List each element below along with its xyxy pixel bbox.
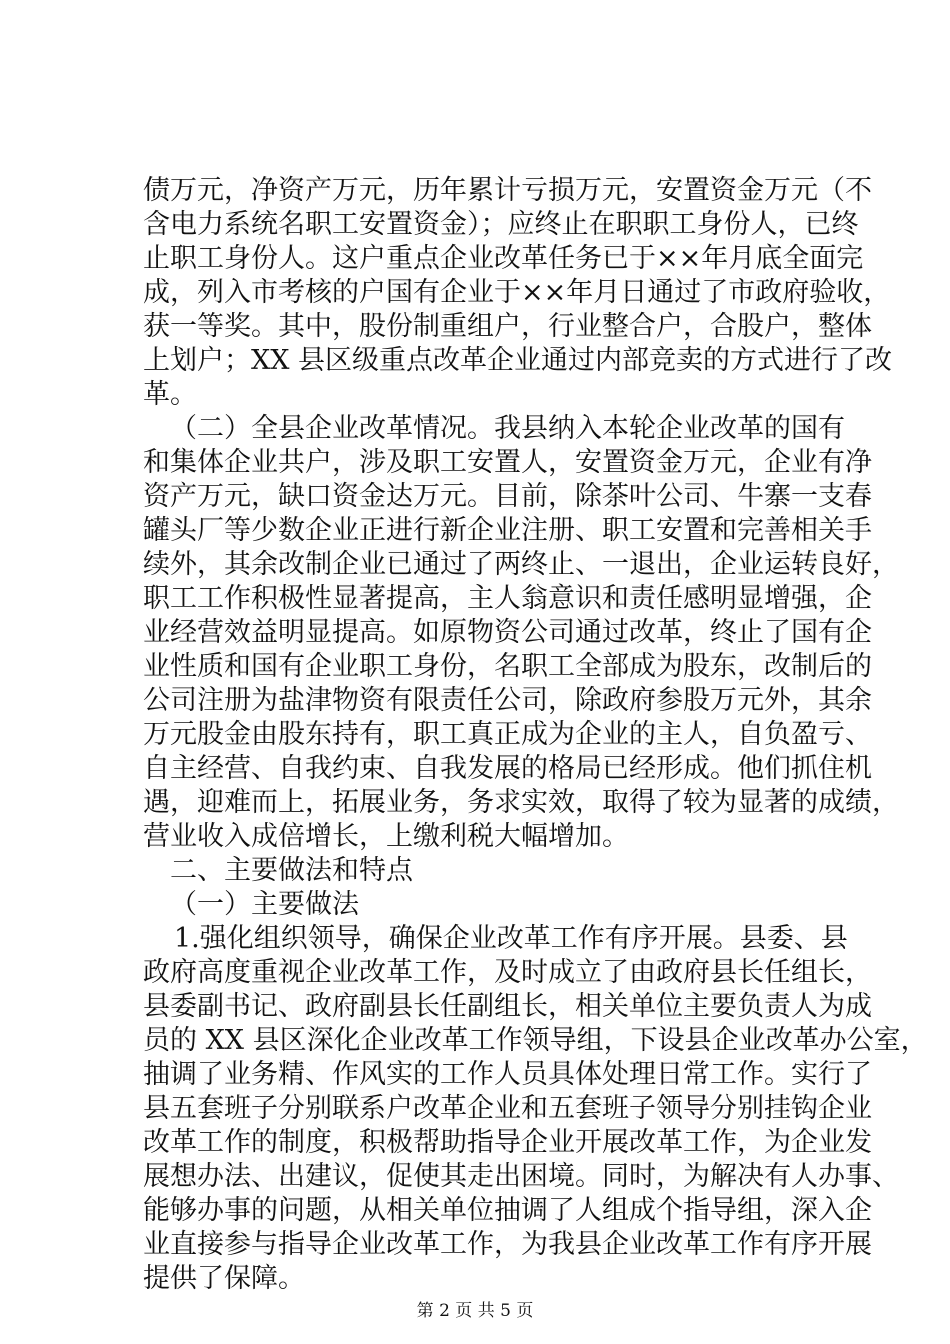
subsection-heading: （一）主要做法: [170, 889, 359, 920]
body-text-line: 县五套班子分别联系户改革企业和五套班子领导分别挂钩企业: [143, 1093, 872, 1124]
body-text-line: 自主经营、自我约束、自我发展的格局已经形成。他们抓住机: [143, 753, 872, 784]
body-text-line: 和集体企业共户，涉及职工安置人，安置资金万元，企业有净: [143, 447, 872, 478]
body-text-line: 遇，迎难而上，拓展业务，务求实效，取得了较为显著的成绩，: [143, 787, 899, 818]
body-text-line: 提供了保障。: [143, 1263, 305, 1294]
body-text-line: 续外，其余改制企业已通过了两终止、一退出，企业运转良好，: [143, 549, 899, 580]
body-text-line: 能够办事的问题，从相关单位抽调了人组成个指导组，深入企: [143, 1195, 872, 1226]
page-footer: 第 2 页 共 5 页: [416, 1301, 534, 1321]
body-text-line: 职工工作积极性显著提高，主人翁意识和责任感明显增强，企: [143, 583, 872, 614]
body-text-line: 万元股金由股东持有，职工真正成为企业的主人，自负盈亏、: [143, 719, 872, 750]
body-text-line: 县委副书记、政府副县长任副组长，相关单位主要负责人为成: [143, 991, 872, 1022]
body-text-line: 业经营效益明显提高。如原物资公司通过改革，终止了国有企: [143, 617, 872, 648]
body-text-line: 资产万元，缺口资金达万元。目前，除茶叶公司、牛寨一支春: [143, 481, 872, 512]
body-text-line: 罐头厂等少数企业正进行新企业注册、职工安置和完善相关手: [143, 515, 872, 546]
body-text-line: 抽调了业务精、作风实的工作人员具体处理日常工作。实行了: [143, 1059, 872, 1090]
section-heading-line: （二）全县企业改革情况。我县纳入本轮企业改革的国有: [170, 413, 845, 444]
body-text-line: 革。: [143, 379, 197, 410]
section-heading: 二、主要做法和特点: [170, 855, 413, 886]
body-text-line: 成，列入市考核的户国有企业于××年月日通过了市政府验收，: [143, 277, 891, 308]
body-text-line: 止职工身份人。这户重点企业改革任务已于××年月底全面完: [143, 243, 864, 274]
body-text-line: 含电力系统名职工安置资金）；应终止在职职工身份人，已终: [143, 209, 859, 240]
body-text-line: 改革工作的制度，积极帮助指导企业开展改革工作，为企业发: [143, 1127, 872, 1158]
body-text-line: 公司注册为盐津物资有限责任公司，除政府参股万元外，其余: [143, 685, 872, 716]
body-text-line: 获一等奖。其中，股份制重组户，行业整合户，合股户，整体: [143, 311, 872, 342]
body-text-line: 业直接参与指导企业改革工作，为我县企业改革工作有序开展: [143, 1229, 872, 1260]
body-text-line: 业性质和国有企业职工身份，名职工全部成为股东，改制后的: [143, 651, 872, 682]
body-text-line: 营业收入成倍增长，上缴利税大幅增加。: [143, 821, 629, 852]
body-text-line: 1.强化组织领导，确保企业改革工作有序开展。县委、县: [174, 923, 848, 954]
body-text-line: 上划户；XX 县区级重点改革企业通过内部竞卖的方式进行了改: [143, 345, 893, 376]
body-text-line: 员的 XX 县区深化企业改革工作领导组，下设县企业改革办公室，: [143, 1025, 928, 1056]
body-text-line: 展想办法、出建议，促使其走出困境。同时，为解决有人办事、: [143, 1161, 899, 1192]
body-text-line: 政府高度重视企业改革工作，及时成立了由政府县长任组长，: [143, 957, 872, 988]
body-text-line: 债万元，净资产万元，历年累计亏损万元，安置资金万元（不: [143, 175, 872, 206]
